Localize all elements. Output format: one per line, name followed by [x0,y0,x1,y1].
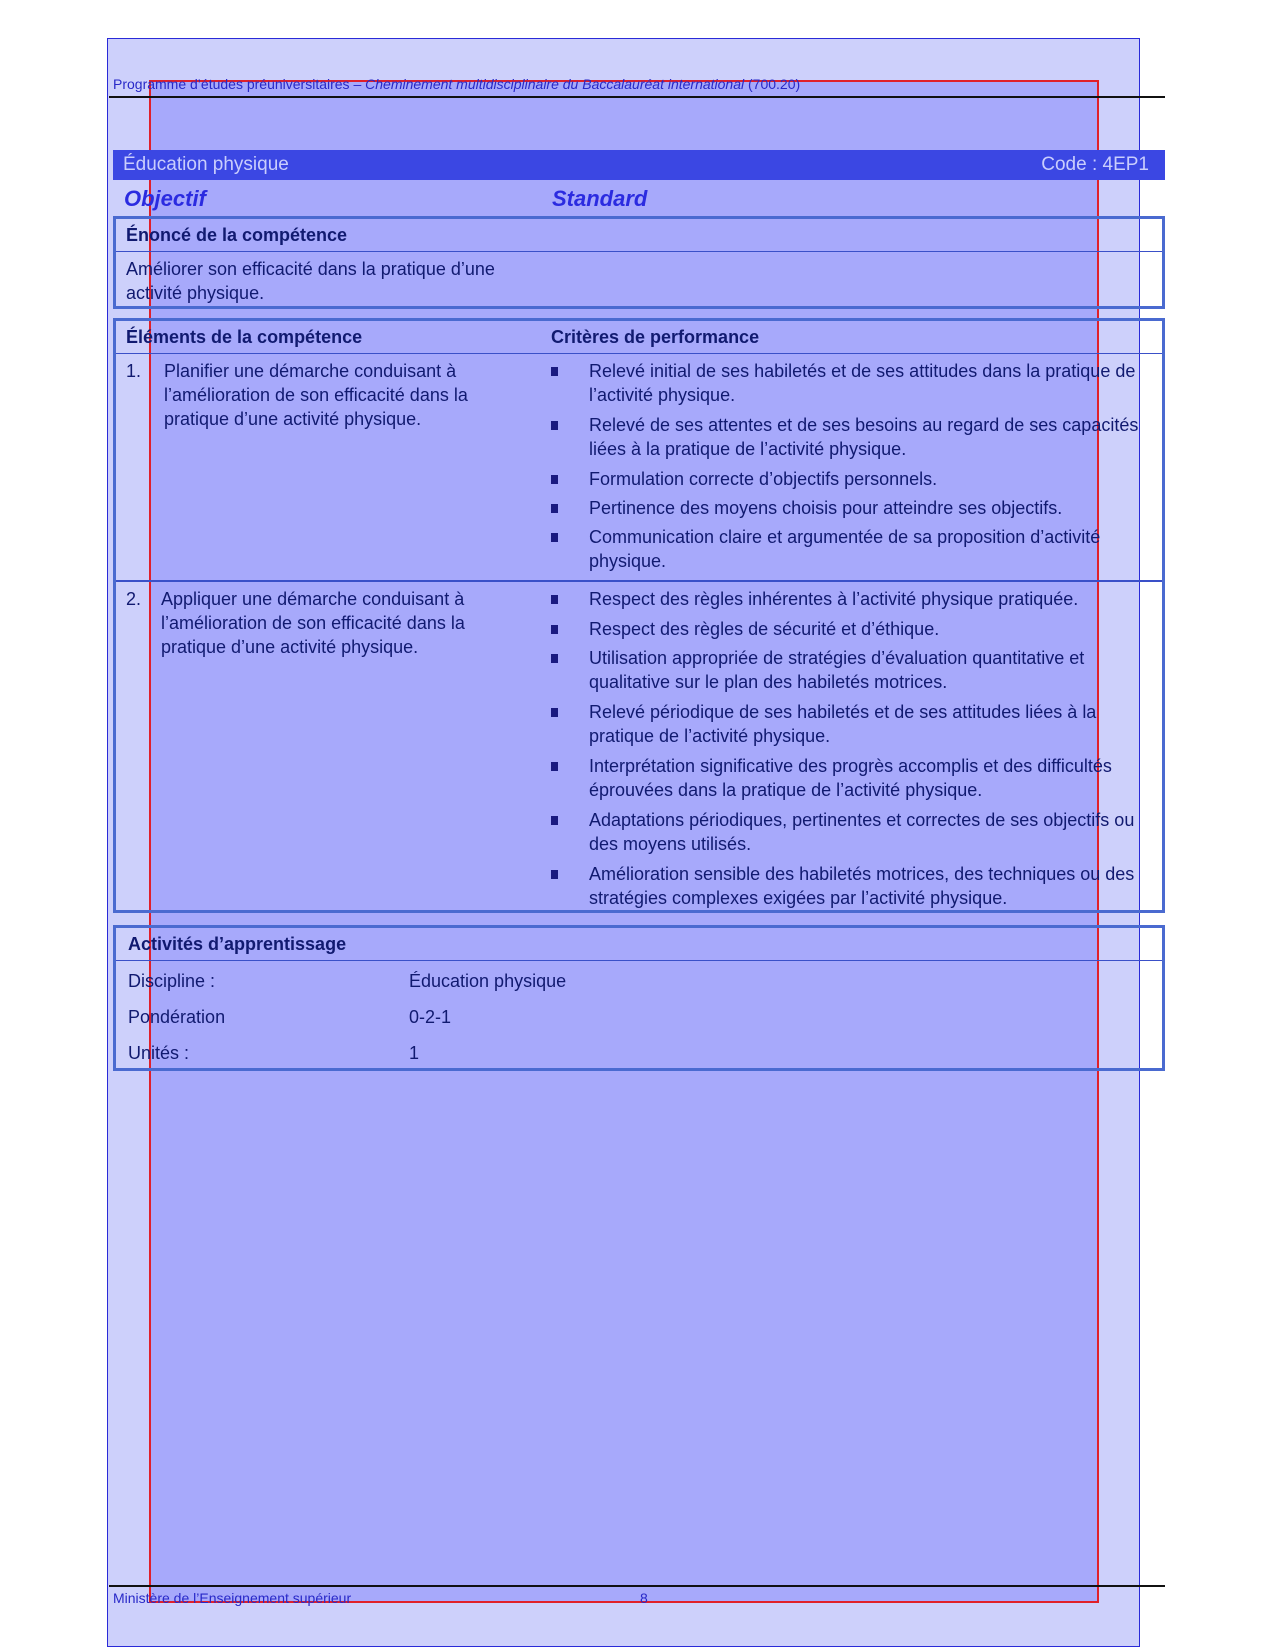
criteria-heading: Critères de performance [551,327,760,347]
criterion-text: Communication claire et argumentée de sa proposition d’activité physique. [589,527,1101,571]
ponderation-value: 0-2-1 [409,1007,452,1027]
criterion-item [551,413,1151,461]
activites-header [116,928,1162,961]
element-number: 2. [126,589,142,609]
bullet-icon [551,870,558,879]
header-separator: – [349,76,366,92]
criterion-item [551,808,1151,856]
criterion-text: Relevé de ses attentes et de ses besoins au regard de ses capacités liées à la pratique de l’activité physique. [589,415,1139,459]
bullet-icon [551,762,558,771]
ponderation-label: Pondération [128,1007,226,1027]
criterion-item [551,467,1151,491]
page-number: 8 [640,1590,648,1606]
bullet-icon [551,533,558,542]
bullet-icon [551,595,558,604]
criterion-item [551,359,1151,407]
criterion-text: Formulation correcte d’objectifs personnels. [589,469,938,489]
enonce-heading: Énoncé de la compétence [126,225,348,245]
criterion-text: Adaptations périodiques, pertinentes et correctes de ses objectifs ou des moyens utilisés. [589,810,1135,854]
criterion-item [551,525,1151,573]
header-rule [109,96,1165,98]
criterion-item [551,496,1151,520]
standard-label: Standard [552,186,648,211]
criterion-text: Relevé initial de ses habiletés et de ses attitudes dans la pratique de l’activité physique. [589,361,1136,405]
criterion-item [551,617,1151,641]
element-item [126,587,546,667]
bullet-icon [551,654,558,663]
elements-heading: Éléments de la compétence [126,327,363,347]
criterion-item [551,862,1151,910]
program-code: (700.20) [744,76,801,92]
footer-ministry: Ministère de l’Enseignement supérieur [113,1590,352,1606]
subject-title: Éducation physique [123,154,289,175]
bullet-icon [551,816,558,825]
row-divider [116,580,1162,582]
criterion-text: Interprétation significative des progrès accomplis et des difficultés éprouvées dans la pratique de l’activité physique. [589,756,1112,800]
elements-header [116,321,1162,354]
program-path: Cheminement multidisciplinaire du Baccalauréat international [365,76,745,92]
program-name: Programme d’études préuniversitaires [113,76,350,92]
criterion-text: Pertinence des moyens choisis pour atteindre ses objectifs. [589,498,1063,518]
running-header [113,76,800,92]
enonce-box [113,216,1165,309]
footer-rule [109,1585,1165,1587]
criterion-text: Amélioration sensible des habiletés motrices, des techniques ou des stratégies complexes exigées par l’activité physique. [589,864,1135,908]
objectif-label: Objectif [124,186,206,211]
criterion-item [551,587,1151,611]
criterion-item [551,700,1151,748]
bullet-icon [551,421,558,430]
bullet-icon [551,625,558,634]
activites-heading: Activités d’apprentissage [128,934,347,954]
criterion-item [551,754,1151,802]
elements-box [113,318,1165,913]
element-number: 1. [126,361,142,381]
element-text: Planifier une démarche conduisant à l’amélioration de son efficacité dans la pratique d’une activité physique. [164,361,468,429]
competence-statement: Améliorer son efficacité dans la pratique d’une activité physique. [126,259,495,303]
unites-value: 1 [409,1043,420,1063]
bullet-icon [551,504,558,513]
criterion-text: Respect des règles inhérentes à l’activité physique pratiquée. [589,589,1079,609]
criterion-text: Relevé périodique de ses habiletés et de ses attitudes liées à la pratique de l’activité physique. [589,702,1097,746]
unites-label: Unités : [128,1043,190,1063]
criterion-text: Respect des règles de sécurité et d’éthique. [589,619,940,639]
bullet-icon [551,367,558,376]
enonce-header [116,219,1162,252]
title-bar [113,150,1165,180]
bullet-icon [551,475,558,484]
discipline-value: Éducation physique [409,971,567,991]
activites-box [113,925,1165,1071]
element-item [126,359,546,439]
bullet-icon [551,708,558,717]
criterion-text: Utilisation appropriée de stratégies d’évaluation quantitative et qualitative sur le plan des habiletés motrices. [589,648,1085,692]
element-text: Appliquer une démarche conduisant à l’amélioration de son efficacité dans la pratique d’une activité physique. [161,589,465,657]
discipline-label: Discipline : [128,971,216,991]
criterion-item [551,646,1151,694]
course-code: Code : 4EP1 [1041,154,1149,175]
